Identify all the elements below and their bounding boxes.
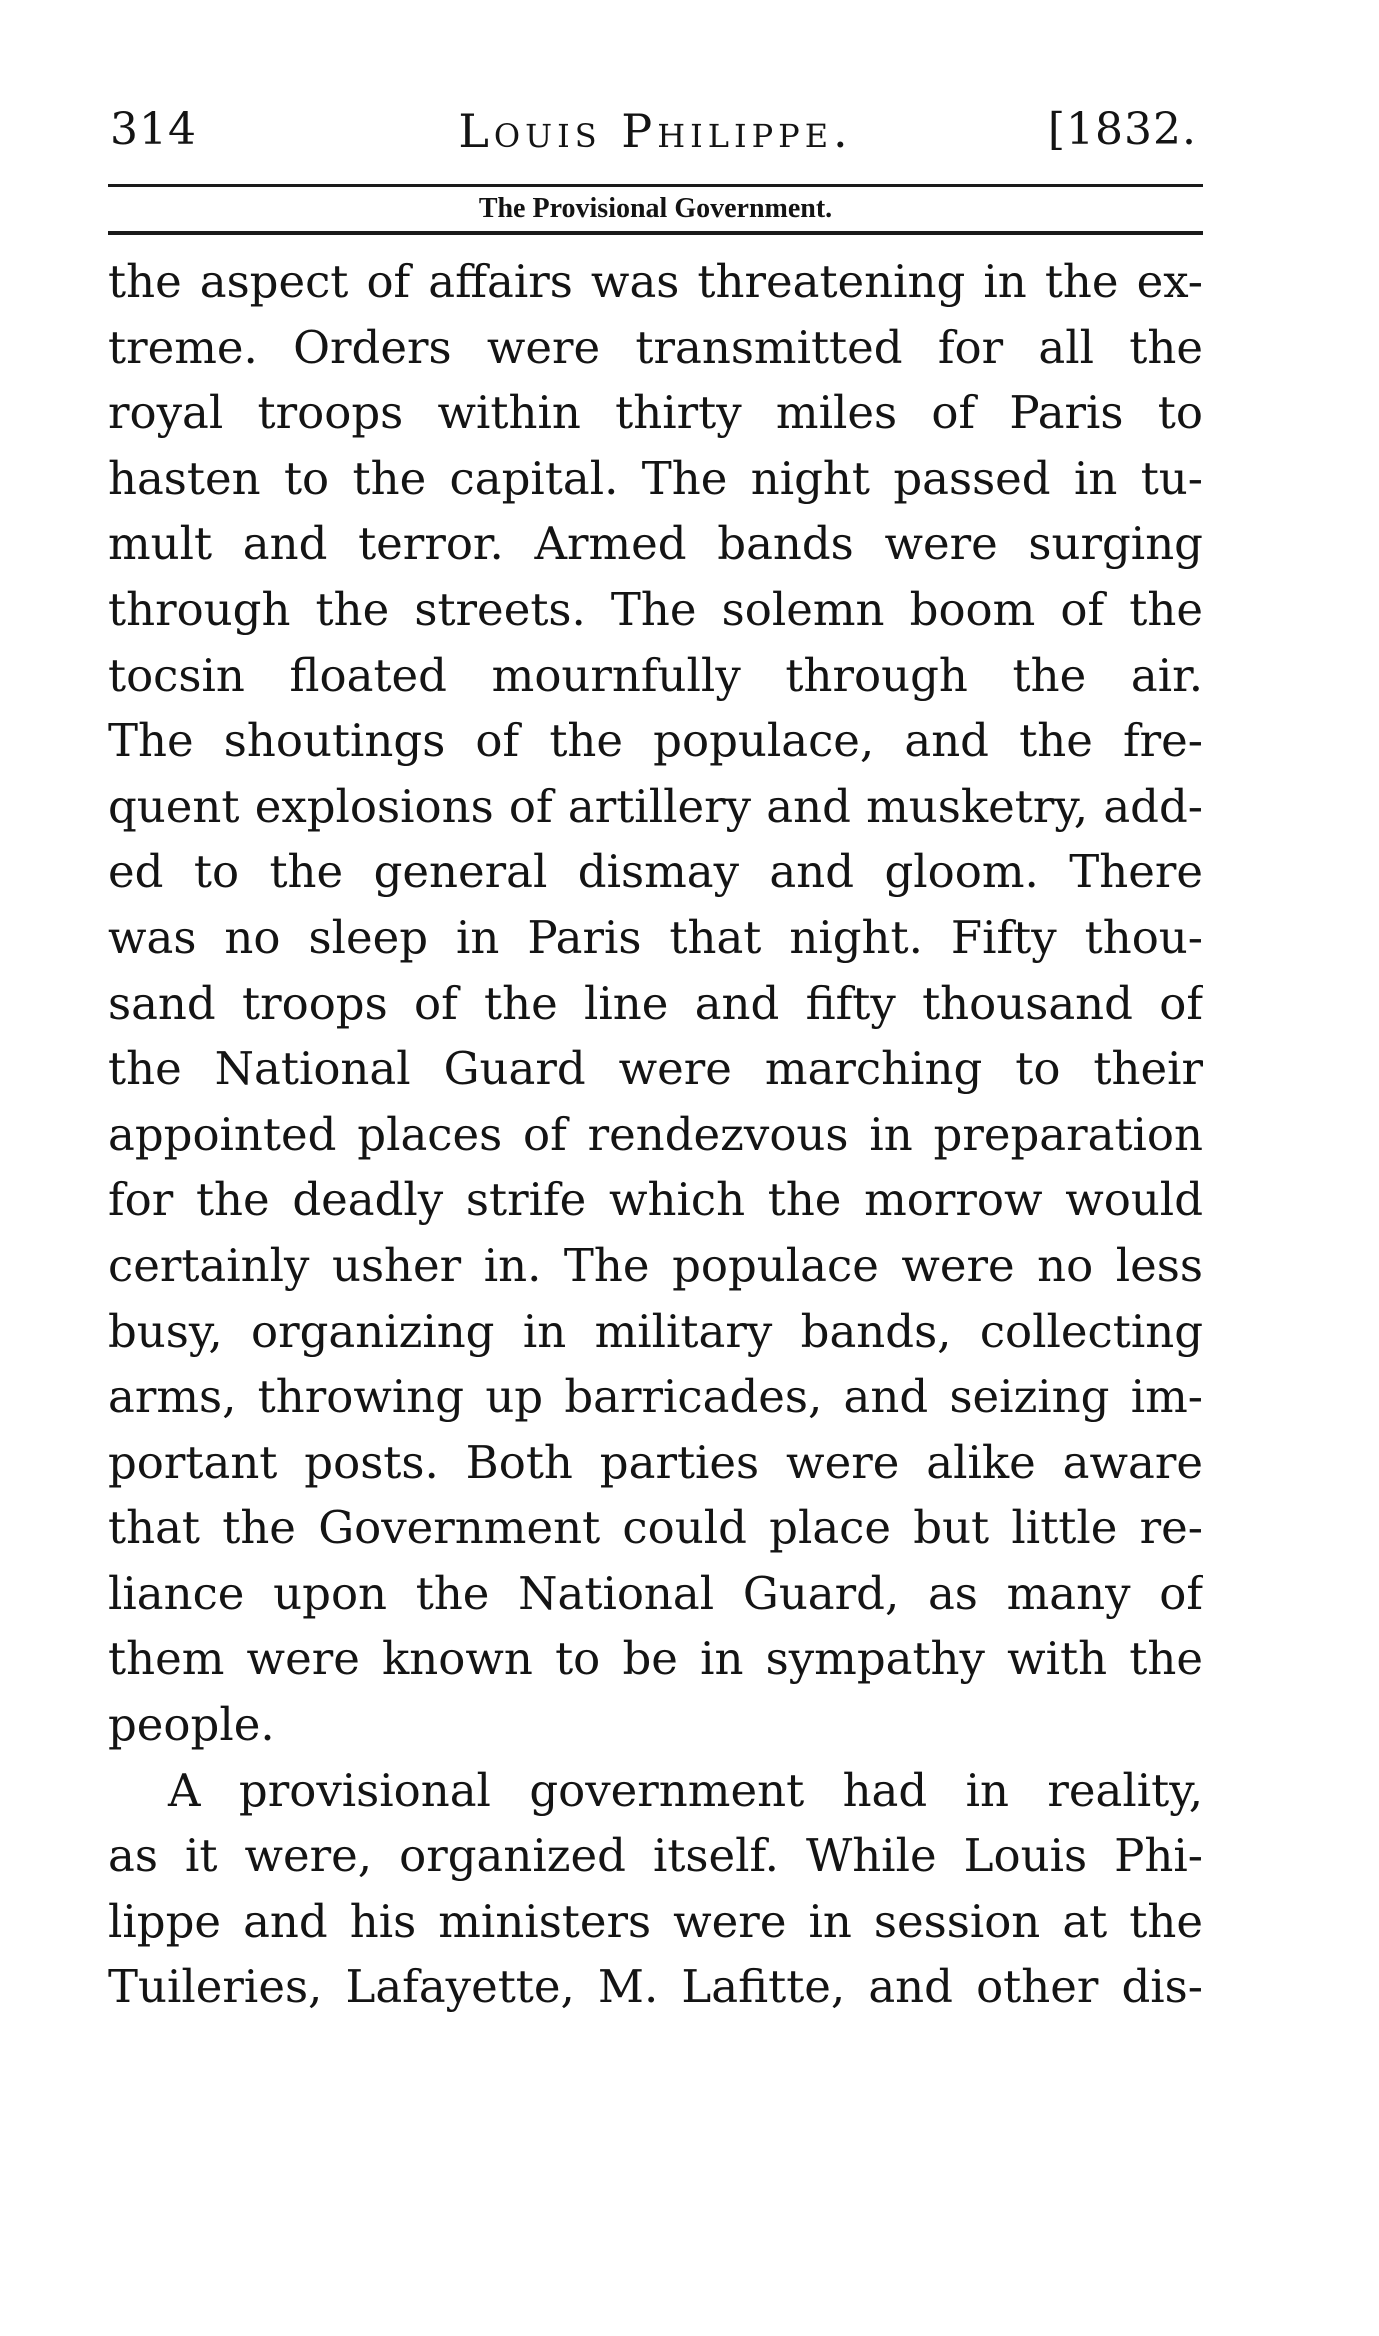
text-line: royal troops within thirty miles of Paris to	[108, 386, 1203, 440]
page-number: 314	[110, 104, 197, 155]
text-line: arms, throwing up barricades, and seizing im-	[108, 1370, 1203, 1424]
text-line: through the streets. The solemn boom of the	[108, 582, 1203, 636]
text-line: mult and terror. Armed bands were surging	[108, 517, 1203, 571]
text-line: was no sleep in Paris that night. Fifty thou-	[108, 910, 1203, 964]
paragraph-2	[108, 1758, 1203, 2020]
text-line: treme. Orders were transmitted for all the	[108, 320, 1203, 374]
text-line: for the deadly strife which the morrow would	[108, 1173, 1203, 1227]
text-line: lippe and his ministers were in session at the	[108, 1894, 1203, 1948]
text-line: as it were, organized itself. While Louis Phi-	[108, 1829, 1203, 1883]
section-title: The Provisional Government.	[478, 193, 833, 224]
header-year: [1832.	[1047, 104, 1197, 155]
text-line: appointed places of rendezvous in preparation	[108, 1107, 1203, 1161]
text-line: them were known to be in sympathy with the	[108, 1632, 1203, 1686]
paragraph-1	[108, 249, 1203, 1758]
text-line: The shoutings of the populace, and the fre-	[108, 714, 1203, 768]
text-line: busy, organizing in military bands, collecting	[108, 1304, 1203, 1358]
text-line: tocsin floated mournfully through the air.	[108, 648, 1203, 702]
book-page	[108, 100, 1203, 2020]
page-header	[108, 100, 1203, 170]
text-line: liance upon the National Guard, as many of	[108, 1566, 1203, 1620]
text-line: people.	[108, 1698, 275, 1752]
text-line: the aspect of affairs was threatening in the ex-	[108, 255, 1203, 308]
header-rule-bottom	[108, 231, 1203, 235]
text-line: portant posts. Both parties were alike aware	[108, 1435, 1203, 1489]
text-line: sand troops of the line and fifty thousand of	[108, 976, 1203, 1030]
text-line: A provisional government had in reality,	[168, 1763, 1203, 1817]
text-line: hasten to the capital. The night passed in tu-	[108, 451, 1203, 505]
text-line: that the Government could place but little re-	[108, 1501, 1203, 1555]
text-line: quent explosions of artillery and musketry, add-	[108, 779, 1203, 833]
running-title: Louis Philippe.	[458, 104, 853, 158]
text-line: the National Guard were marching to their	[108, 1042, 1203, 1096]
text-line: certainly usher in. The populace were no less	[108, 1238, 1203, 1292]
text-line: ed to the general dismay and gloom. There	[108, 845, 1203, 899]
body-text	[108, 249, 1203, 2020]
text-line: Tuileries, Lafayette, M. Lafitte, and other dis-	[108, 1960, 1203, 2014]
